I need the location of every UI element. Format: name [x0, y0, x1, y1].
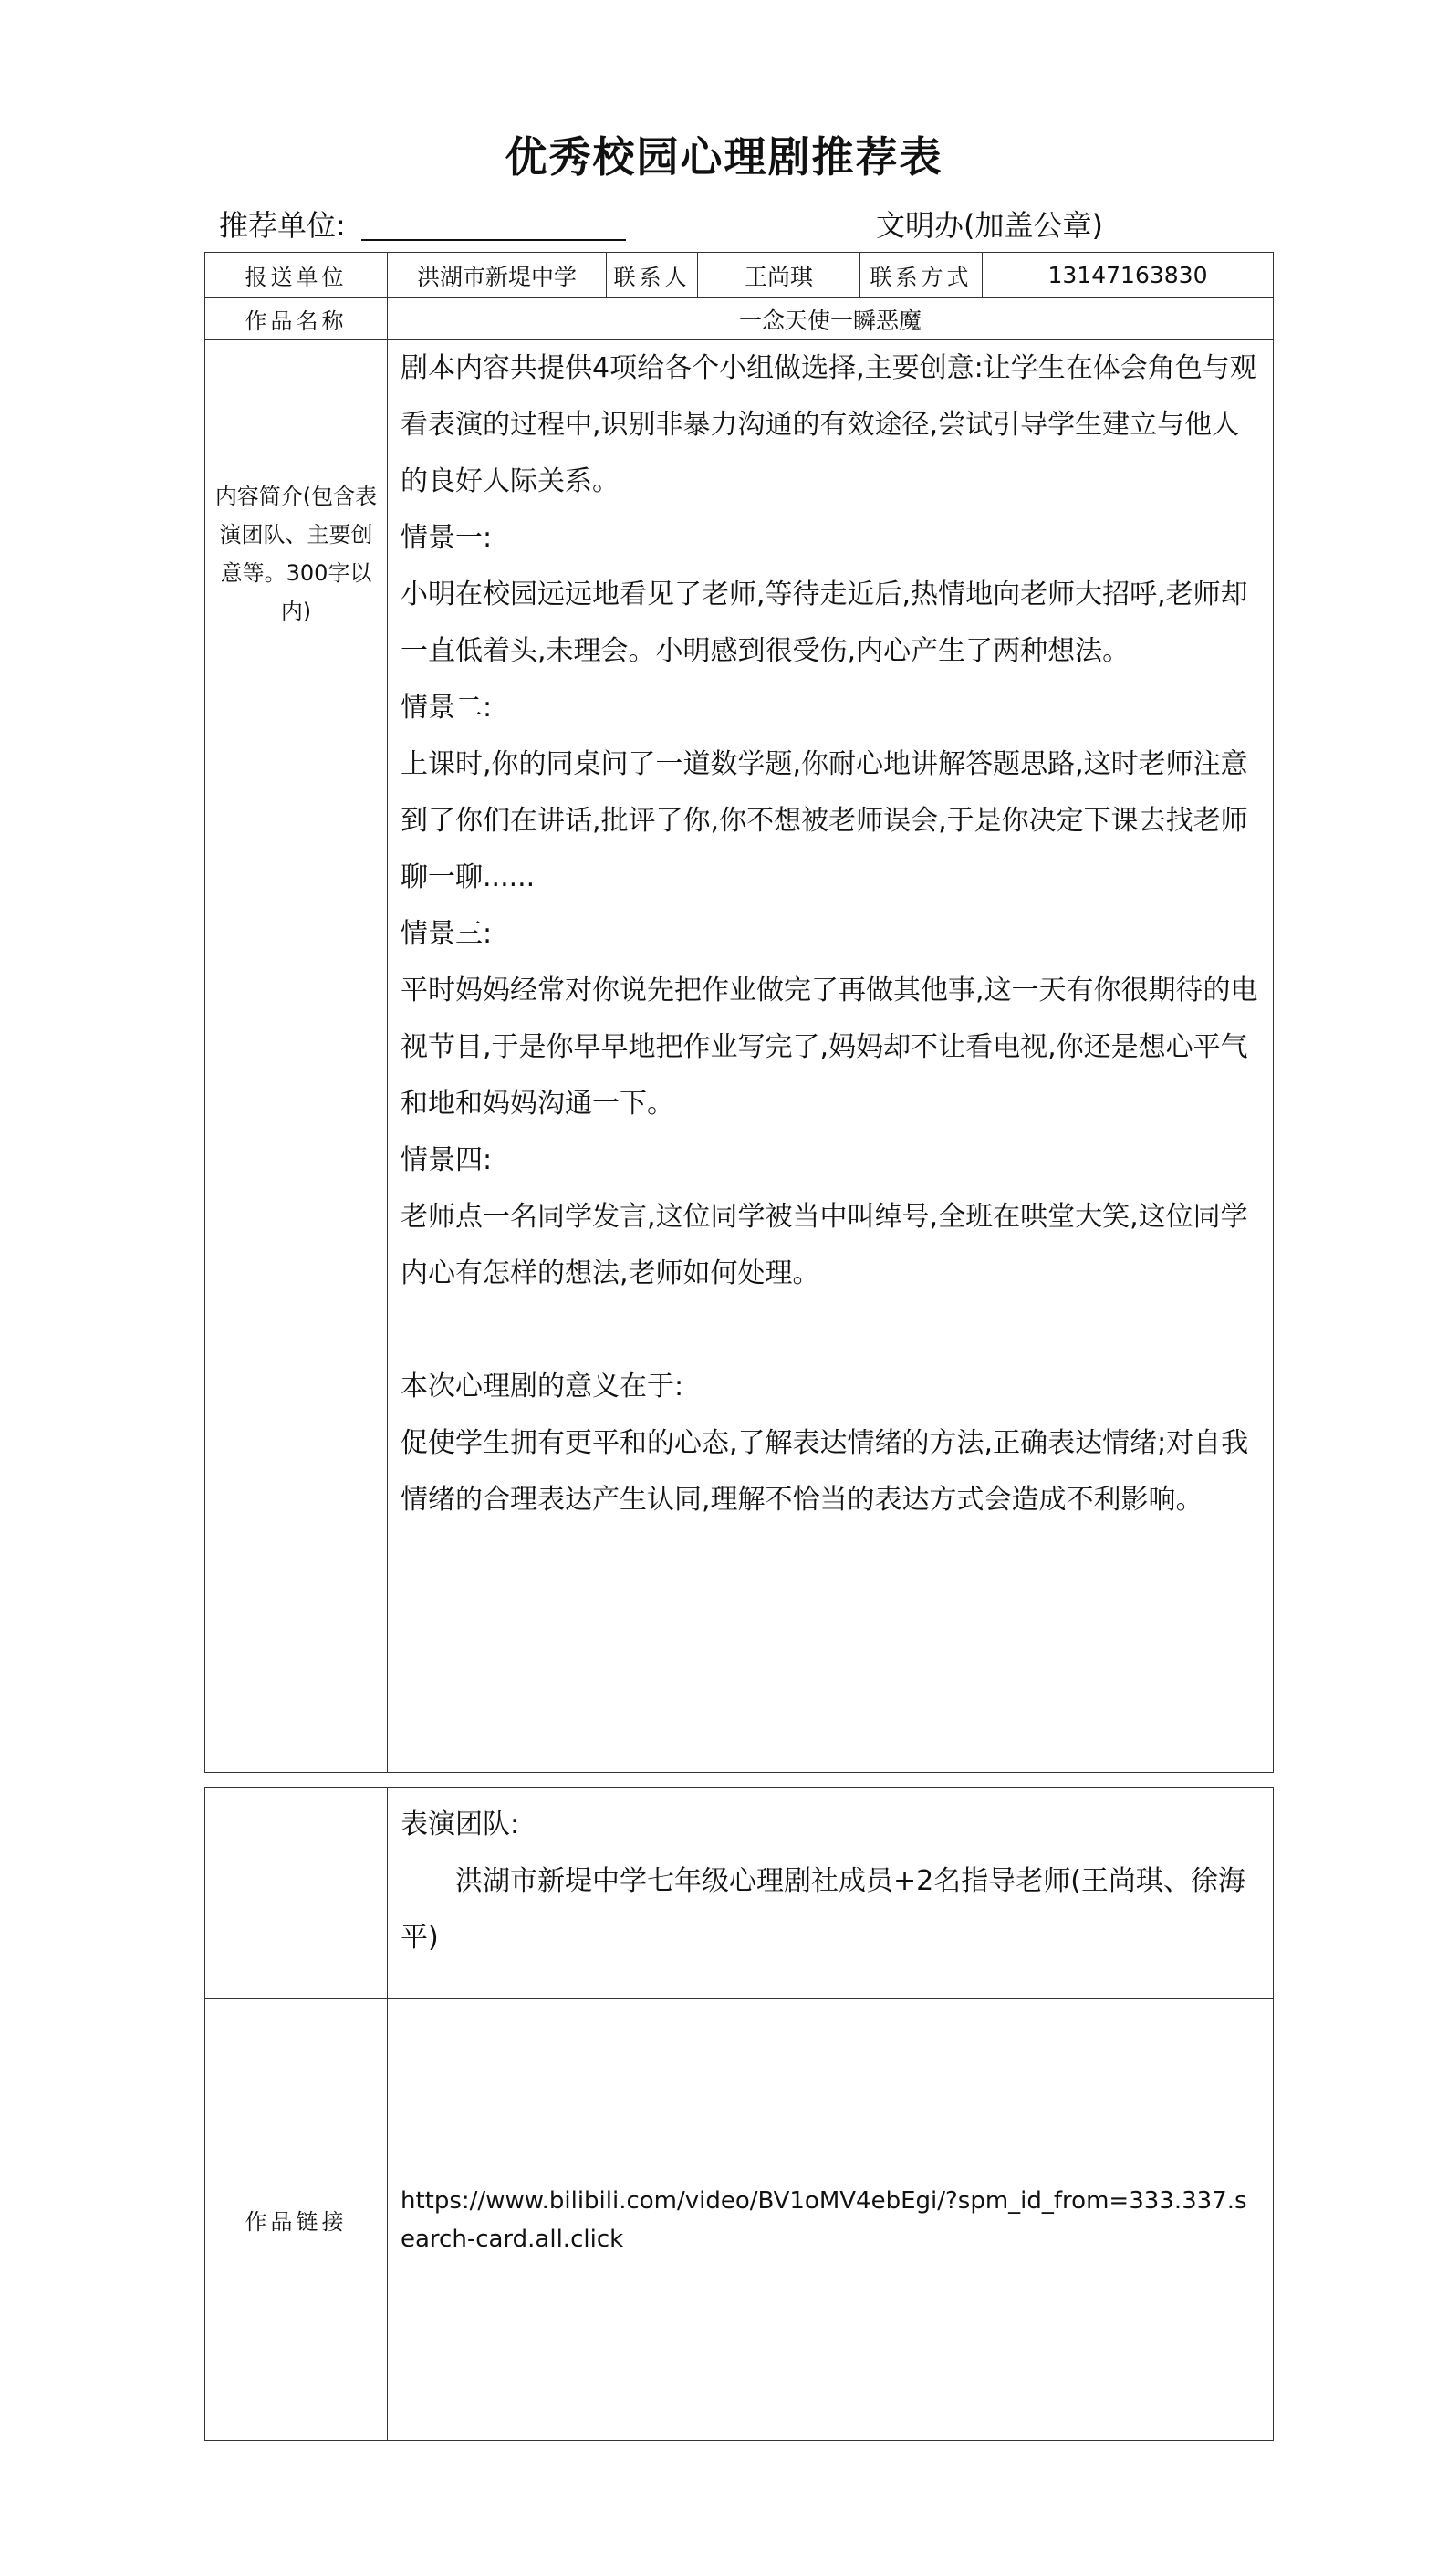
- contact-value: 王尚琪: [698, 253, 860, 298]
- work-link[interactable]: https://www.bilibili.com/video/BV1oMV4ebEgi/?spm_id_from=333.337.search-card.all.click: [388, 1999, 1274, 2441]
- link-label: 作品链接: [205, 1999, 388, 2441]
- intro-content: [388, 340, 1274, 1773]
- work-name-label: 作品名称: [205, 298, 388, 340]
- recommender-underline: [361, 239, 626, 241]
- scene-text: 平时妈妈经常对你说先把作业做完了再做其他事,这一天有你很期待的电视节目,于是你早早地把作业写完了,妈妈却不让看电视,你还是想心平气和地和妈妈沟通一下。: [401, 975, 1258, 1120]
- meaning-heading: 本次心理剧的意义在于:: [401, 1371, 684, 1403]
- scene-heading: 情景四:: [401, 1144, 493, 1176]
- contact-method-label: 联系方式: [860, 253, 983, 298]
- team-content: [388, 1788, 1274, 1999]
- team-text: 洪湖市新堤中学七年级心理剧社成员+2名指导老师(王尚琪、徐海平): [401, 1865, 1245, 1954]
- contact-method-value: 13147163830: [983, 253, 1274, 298]
- team-label-cell: [205, 1788, 388, 1999]
- scene-text: 小明在校园远远地看见了老师,等待走近后,热情地向老师大招呼,老师却一直低着头,未理会。小明感到很受伤,内心产生了两种想法。: [401, 579, 1248, 667]
- scene-text: 老师点一名同学发言,这位同学被当中叫绰号,全班在哄堂大笑,这位同学内心有怎样的想法,老师如何处理。: [401, 1201, 1248, 1289]
- scene-heading: 情景三:: [401, 918, 493, 950]
- submit-unit-label: 报送单位: [205, 253, 388, 298]
- work-name-value: 一念天使一瞬恶魔: [388, 298, 1274, 340]
- intro-label: 内容简介(包含表演团队、主要创意等。300字以内): [205, 340, 388, 1773]
- scene-heading: 情景一:: [401, 522, 493, 554]
- team-heading: 表演团队:: [401, 1809, 520, 1841]
- contact-label: 联系人: [607, 253, 698, 298]
- scene-text: 上课时,你的同桌问了一道数学题,你耐心地讲解答题思路,这时老师注意到了你们在讲话,批评了你,你不想被老师误会,于是你决定下课去找老师聊一聊......: [401, 748, 1248, 893]
- recommender-label: 推荐单位:: [219, 208, 346, 243]
- office-seal-label: 文明办(加盖公章): [876, 208, 1103, 243]
- meaning-text: 促使学生拥有更平和的心态,了解表达情绪的方法,正确表达情绪;对自我情绪的合理表达产生认同,理解不恰当的表达方式会造成不利影响。: [401, 1427, 1249, 1516]
- scene-heading: 情景二:: [401, 692, 493, 724]
- team-link-table: [204, 1787, 1274, 2441]
- intro-paragraph: 剧本内容共提供4项给各个小组做选择,主要创意:让学生在体会角色与观看表演的过程中,识别非暴力沟通的有效途径,尝试引导学生建立与他人的良好人际关系。: [401, 352, 1257, 497]
- page-title: 优秀校园心理剧推荐表: [505, 132, 943, 182]
- info-table: [204, 252, 1274, 1773]
- submit-unit-value: 洪湖市新堤中学: [388, 253, 607, 298]
